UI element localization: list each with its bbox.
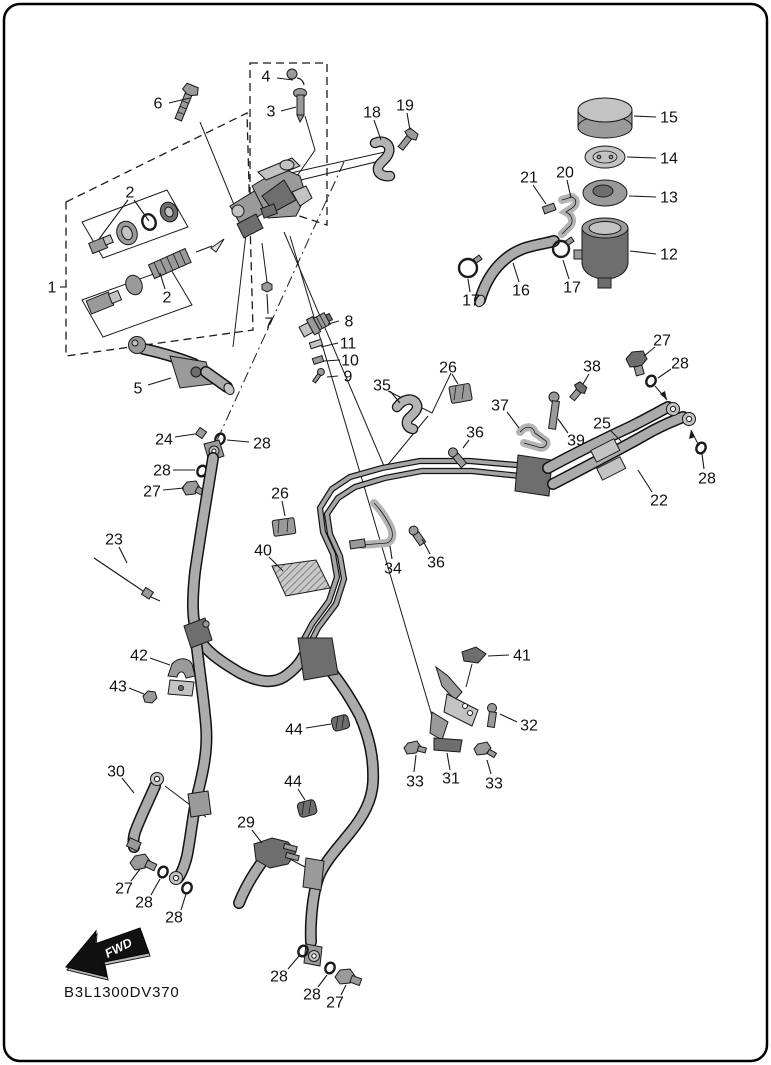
part-label-27: 27	[143, 483, 161, 501]
fwd-label: FWD	[102, 935, 135, 961]
part-label-11: 11	[339, 335, 357, 353]
clamp-26-lower	[272, 518, 296, 537]
part-label-32: 32	[520, 717, 538, 735]
hose-sleeve	[303, 858, 324, 890]
part-label-33: 33	[406, 773, 424, 791]
banjo-bottom-left	[170, 872, 183, 885]
part-label-10: 10	[341, 352, 359, 370]
part-label-31: 31	[442, 770, 460, 788]
part-label-27: 27	[653, 332, 671, 350]
part-label-12: 12	[660, 246, 678, 264]
part-label-4: 4	[261, 68, 271, 86]
part-label-8: 8	[344, 313, 354, 331]
bolt-32	[487, 704, 496, 728]
diaphragm-plate-14	[585, 146, 625, 168]
part-label-27: 27	[326, 994, 344, 1012]
part-label-43: 43	[109, 678, 127, 696]
part-label-1: 1	[47, 279, 57, 297]
part-label-17: 17	[563, 279, 581, 297]
part-label-28: 28	[153, 462, 171, 480]
part-label-28: 28	[303, 986, 321, 1004]
part-label-30: 30	[107, 763, 125, 781]
part-label-9: 9	[343, 368, 353, 386]
part-label-24: 24	[155, 431, 173, 449]
nut-7	[262, 282, 272, 292]
part-label-38: 38	[583, 358, 601, 376]
diaphragm-13	[583, 180, 627, 206]
part-label-33: 33	[485, 775, 503, 793]
part-label-36: 36	[427, 554, 445, 572]
part-label-28: 28	[671, 355, 689, 373]
part-label-39: 39	[567, 432, 585, 450]
part-label-37: 37	[491, 397, 509, 415]
part-label-3: 3	[266, 103, 276, 121]
banjo-25	[667, 403, 680, 416]
part-label-27: 27	[115, 880, 133, 898]
part-label-29: 29	[237, 814, 255, 832]
part-label-28: 28	[135, 894, 153, 912]
part-label-28: 28	[270, 968, 288, 986]
part-label-36: 36	[466, 424, 484, 442]
part-label-28: 28	[253, 435, 271, 453]
part-label-15: 15	[660, 109, 678, 127]
diagram-code: B3L1300DV370	[64, 984, 180, 1001]
part-label-14: 14	[660, 150, 678, 168]
part-label-41: 41	[513, 647, 531, 665]
part-label-6: 6	[153, 95, 163, 113]
part-label-18: 18	[363, 104, 381, 122]
part-label-34: 34	[384, 560, 402, 578]
part-label-28: 28	[165, 909, 183, 927]
part-label-19: 19	[396, 97, 414, 115]
part-label-42: 42	[130, 647, 148, 665]
reservoir-cap-15	[578, 98, 632, 138]
part-label-5: 5	[133, 380, 143, 398]
part-label-26: 26	[271, 485, 289, 503]
part-label-17: 17	[462, 292, 480, 310]
part-label-22: 22	[650, 492, 668, 510]
pipe-junction-block	[515, 455, 552, 496]
part-label-20: 20	[556, 164, 574, 182]
part-label-16: 16	[512, 282, 530, 300]
part-label-44: 44	[285, 721, 303, 739]
part-label-2: 2	[162, 289, 172, 307]
part-label-23: 23	[105, 531, 123, 549]
part-label-35: 35	[373, 377, 391, 395]
part-label-21: 21	[520, 169, 538, 187]
hose-sleeve	[188, 791, 211, 817]
banjo-22	[683, 413, 696, 426]
part-label-25: 25	[593, 415, 611, 433]
part-label-28: 28	[698, 470, 716, 488]
part-label-2: 2	[125, 184, 135, 202]
lower-junction-block	[298, 638, 338, 680]
part-label-40: 40	[254, 542, 272, 560]
part-label-26: 26	[439, 359, 457, 377]
part-label-13: 13	[660, 189, 678, 207]
part-label-44: 44	[284, 773, 302, 791]
clamp-26-top	[449, 383, 473, 403]
part-label-7: 7	[264, 315, 274, 333]
